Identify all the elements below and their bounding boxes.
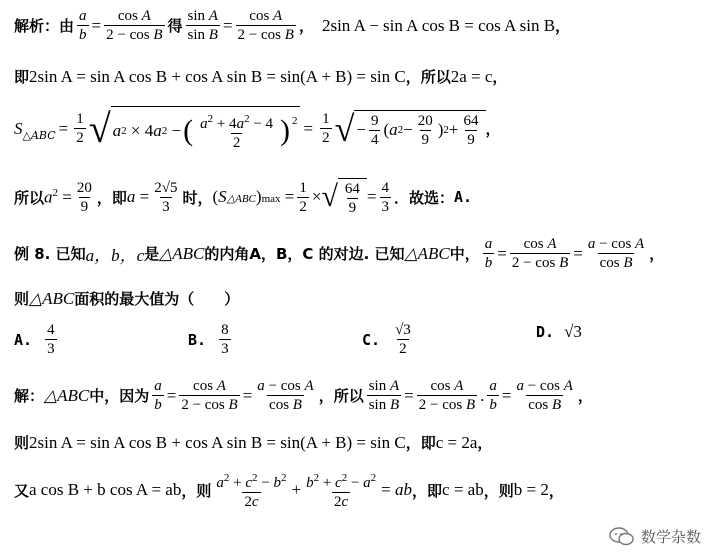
fraction-a-over-b: $\frac{a}{b}$ xyxy=(79,8,87,43)
l2-end: ， xyxy=(492,68,508,86)
option-c-label: C. xyxy=(362,330,381,349)
l6-triangle: △ABC xyxy=(29,288,75,308)
l1-equation: 2sin A − sin A cos B = cos A sin B xyxy=(321,15,556,35)
option-b-label: B. xyxy=(188,330,207,349)
line-1: 解析：由 $\frac{a}{b}$ = $\frac{\text{cos A}}{\text{2 − cos B}}$ 得 $\frac{\text{sin A}}{\text{sin B}}$ = $\frac{\text{cos A}}{\text{2 − cos B}}$ ， 2sin A − sin A cos B = cos A sin B ， xyxy=(14,8,571,43)
l10-ze2: ，则 xyxy=(483,481,514,500)
l5-end: ， xyxy=(649,245,665,263)
radical-area: √ a 2 × 4 a 2 − ( $\frac{a^2 + 4a^2 - 4}{2}$ ) $^2$ xyxy=(88,105,298,151)
l5-mid: 是 xyxy=(144,245,160,263)
l5-triangle: △ABC xyxy=(159,243,205,263)
l2-result: 2a = c xyxy=(450,66,493,86)
l5-text: 的内角A，B，C 的对边. 已知 xyxy=(204,245,405,263)
l1-end: ， xyxy=(555,17,571,35)
area-symbol: S xyxy=(14,118,23,138)
fraction-sinA-over-sinB: $\frac{\text{sin A}}{\text{sin B}}$ xyxy=(187,8,218,43)
l9-prefix: 则 xyxy=(14,434,30,452)
l2-mid: ，所以 xyxy=(405,68,451,86)
l5-triangle-2: △ABC xyxy=(404,243,450,263)
line-9 xyxy=(14,432,492,453)
l1-comma: ， xyxy=(298,17,314,35)
l10-b: b = 2 xyxy=(513,480,549,499)
l9-end: ， xyxy=(477,434,493,452)
l4-answer: A. xyxy=(454,188,473,206)
line-6 xyxy=(14,288,239,309)
l4-prefix: 所以 xyxy=(14,188,45,207)
option-c[interactable]: C. $\frac{√3}{2}$ xyxy=(362,322,411,357)
l2-prefix: 即 xyxy=(14,68,30,86)
l5-abc: a，b，c xyxy=(85,246,145,265)
l9-mid: ，即 xyxy=(405,434,436,452)
l1-de: 得 xyxy=(167,17,183,35)
solution-label: 解： xyxy=(14,387,45,405)
option-d-label: D. xyxy=(536,323,555,341)
line-10: 又 a cos B + b cos A = ab ，则 $\frac{a^2 + c^2 - b^2}{2c}$ + $\frac{b^2 + c^2 - a^2}{2c}$ = ab ，即 c = ab ，则 b = 2 ， xyxy=(14,472,564,510)
l10-prefix: 又 xyxy=(14,481,30,500)
l9-equation: 2sin A = sin A cos B + cos A sin B = sin(A + B) = sin C xyxy=(29,432,406,452)
l1-prefix: 解析：由 xyxy=(14,17,75,35)
option-d[interactable]: D. √3 xyxy=(536,322,582,341)
fraction-cosA-over-2-cosB: $\frac{\text{cos A}}{\text{2 − cos B}}$ xyxy=(106,8,163,43)
l4-shi: 时， xyxy=(182,188,213,207)
l3-end: ， xyxy=(485,120,501,138)
option-a-label: A. xyxy=(14,330,33,349)
watermark-text: 数学杂数 xyxy=(640,528,701,546)
l8-zhong: 中，因为 xyxy=(89,387,150,405)
l10-end: ， xyxy=(548,481,564,500)
watermark xyxy=(609,526,701,547)
l10-equation: a cos B + b cos A = ab xyxy=(29,480,182,499)
option-b[interactable]: B. $\frac{8}{3}$ xyxy=(188,322,229,357)
line-8: 解： △ABC 中，因为 $\frac{a}{b}$ = $\frac{\text{cos A}}{\text{2 − cos B}}$ = $\frac{\text{a − cos A}}{\text{cos B}}$ ，所以 $\frac{\text{sin A}}{\text{sin B}}$ = $\frac{\text{cos A}}{\text{2 − cos B}}$ . $\frac{a}{b}$ = $\frac{\text{a − cos A}}{\text{cos B}}$ ， xyxy=(14,378,593,413)
l4-end: ．故选： xyxy=(394,188,455,207)
l10-ze: ，则 xyxy=(181,481,212,500)
line-2 xyxy=(14,66,507,87)
l10-mid: ，即 xyxy=(412,481,443,500)
l8-end: ， xyxy=(577,387,593,405)
l6-prefix: 则 xyxy=(14,290,30,308)
l4-mid: ，即 xyxy=(96,188,127,207)
l8-triangle: △ABC xyxy=(44,385,90,405)
line-3: S △ABC = $\frac{1}{2}$ √ a 2 × 4 a 2 − ( $\frac{a^2 + 4a^2 - 4}{2}$ ) $^2$ = $\frac{1}{2}$ √ − $\frac{9}{4}$ ( a 2 − $\frac{20}{9}$ ) 2 + $\frac{64}{9}$ ， xyxy=(14,105,501,151)
line-5: 例 8. 已知 a，b，c 是 △ABC 的内角A，B，C 的对边. 已知 △ABC 中， $\frac{a}{b}$ = $\frac{\text{cos A}}{\text{2 − cos B}}$ = $\frac{\text{a − cos A}}{\text{cos B}}$ ， xyxy=(14,236,665,271)
l9-result: c = 2a xyxy=(435,432,478,452)
l10-c: c = ab xyxy=(442,480,484,499)
line-4: 所以 $a^2$ = $\frac{20}{9}$ ，即 a = $\frac{2√5}{3}$ 时， (S△ABC)max = $\frac{1}{2}$ × √ $\frac{64}{9}$ = $\frac{4}{3}$ ．故选： A. xyxy=(14,179,473,216)
wechat-icon xyxy=(609,527,635,547)
fraction-cosA-over-2-cosB-2: $\frac{\text{cos A}}{\text{2 − cos B}}$ xyxy=(237,8,294,43)
l5-zhong: 中， xyxy=(449,245,480,263)
l2-equation: 2sin A = sin A cos B + cos A sin B = sin(A + B) = sin C xyxy=(29,66,406,86)
option-a[interactable]: A. $\frac{4}{3}$ xyxy=(14,322,55,357)
l8-suoyi: ，所以 xyxy=(318,387,364,405)
example-label: 例 8. 已知 xyxy=(14,245,86,263)
question-text: 面积的最大值为（ ） xyxy=(74,290,240,308)
area-subscript: △ABC xyxy=(22,129,56,142)
